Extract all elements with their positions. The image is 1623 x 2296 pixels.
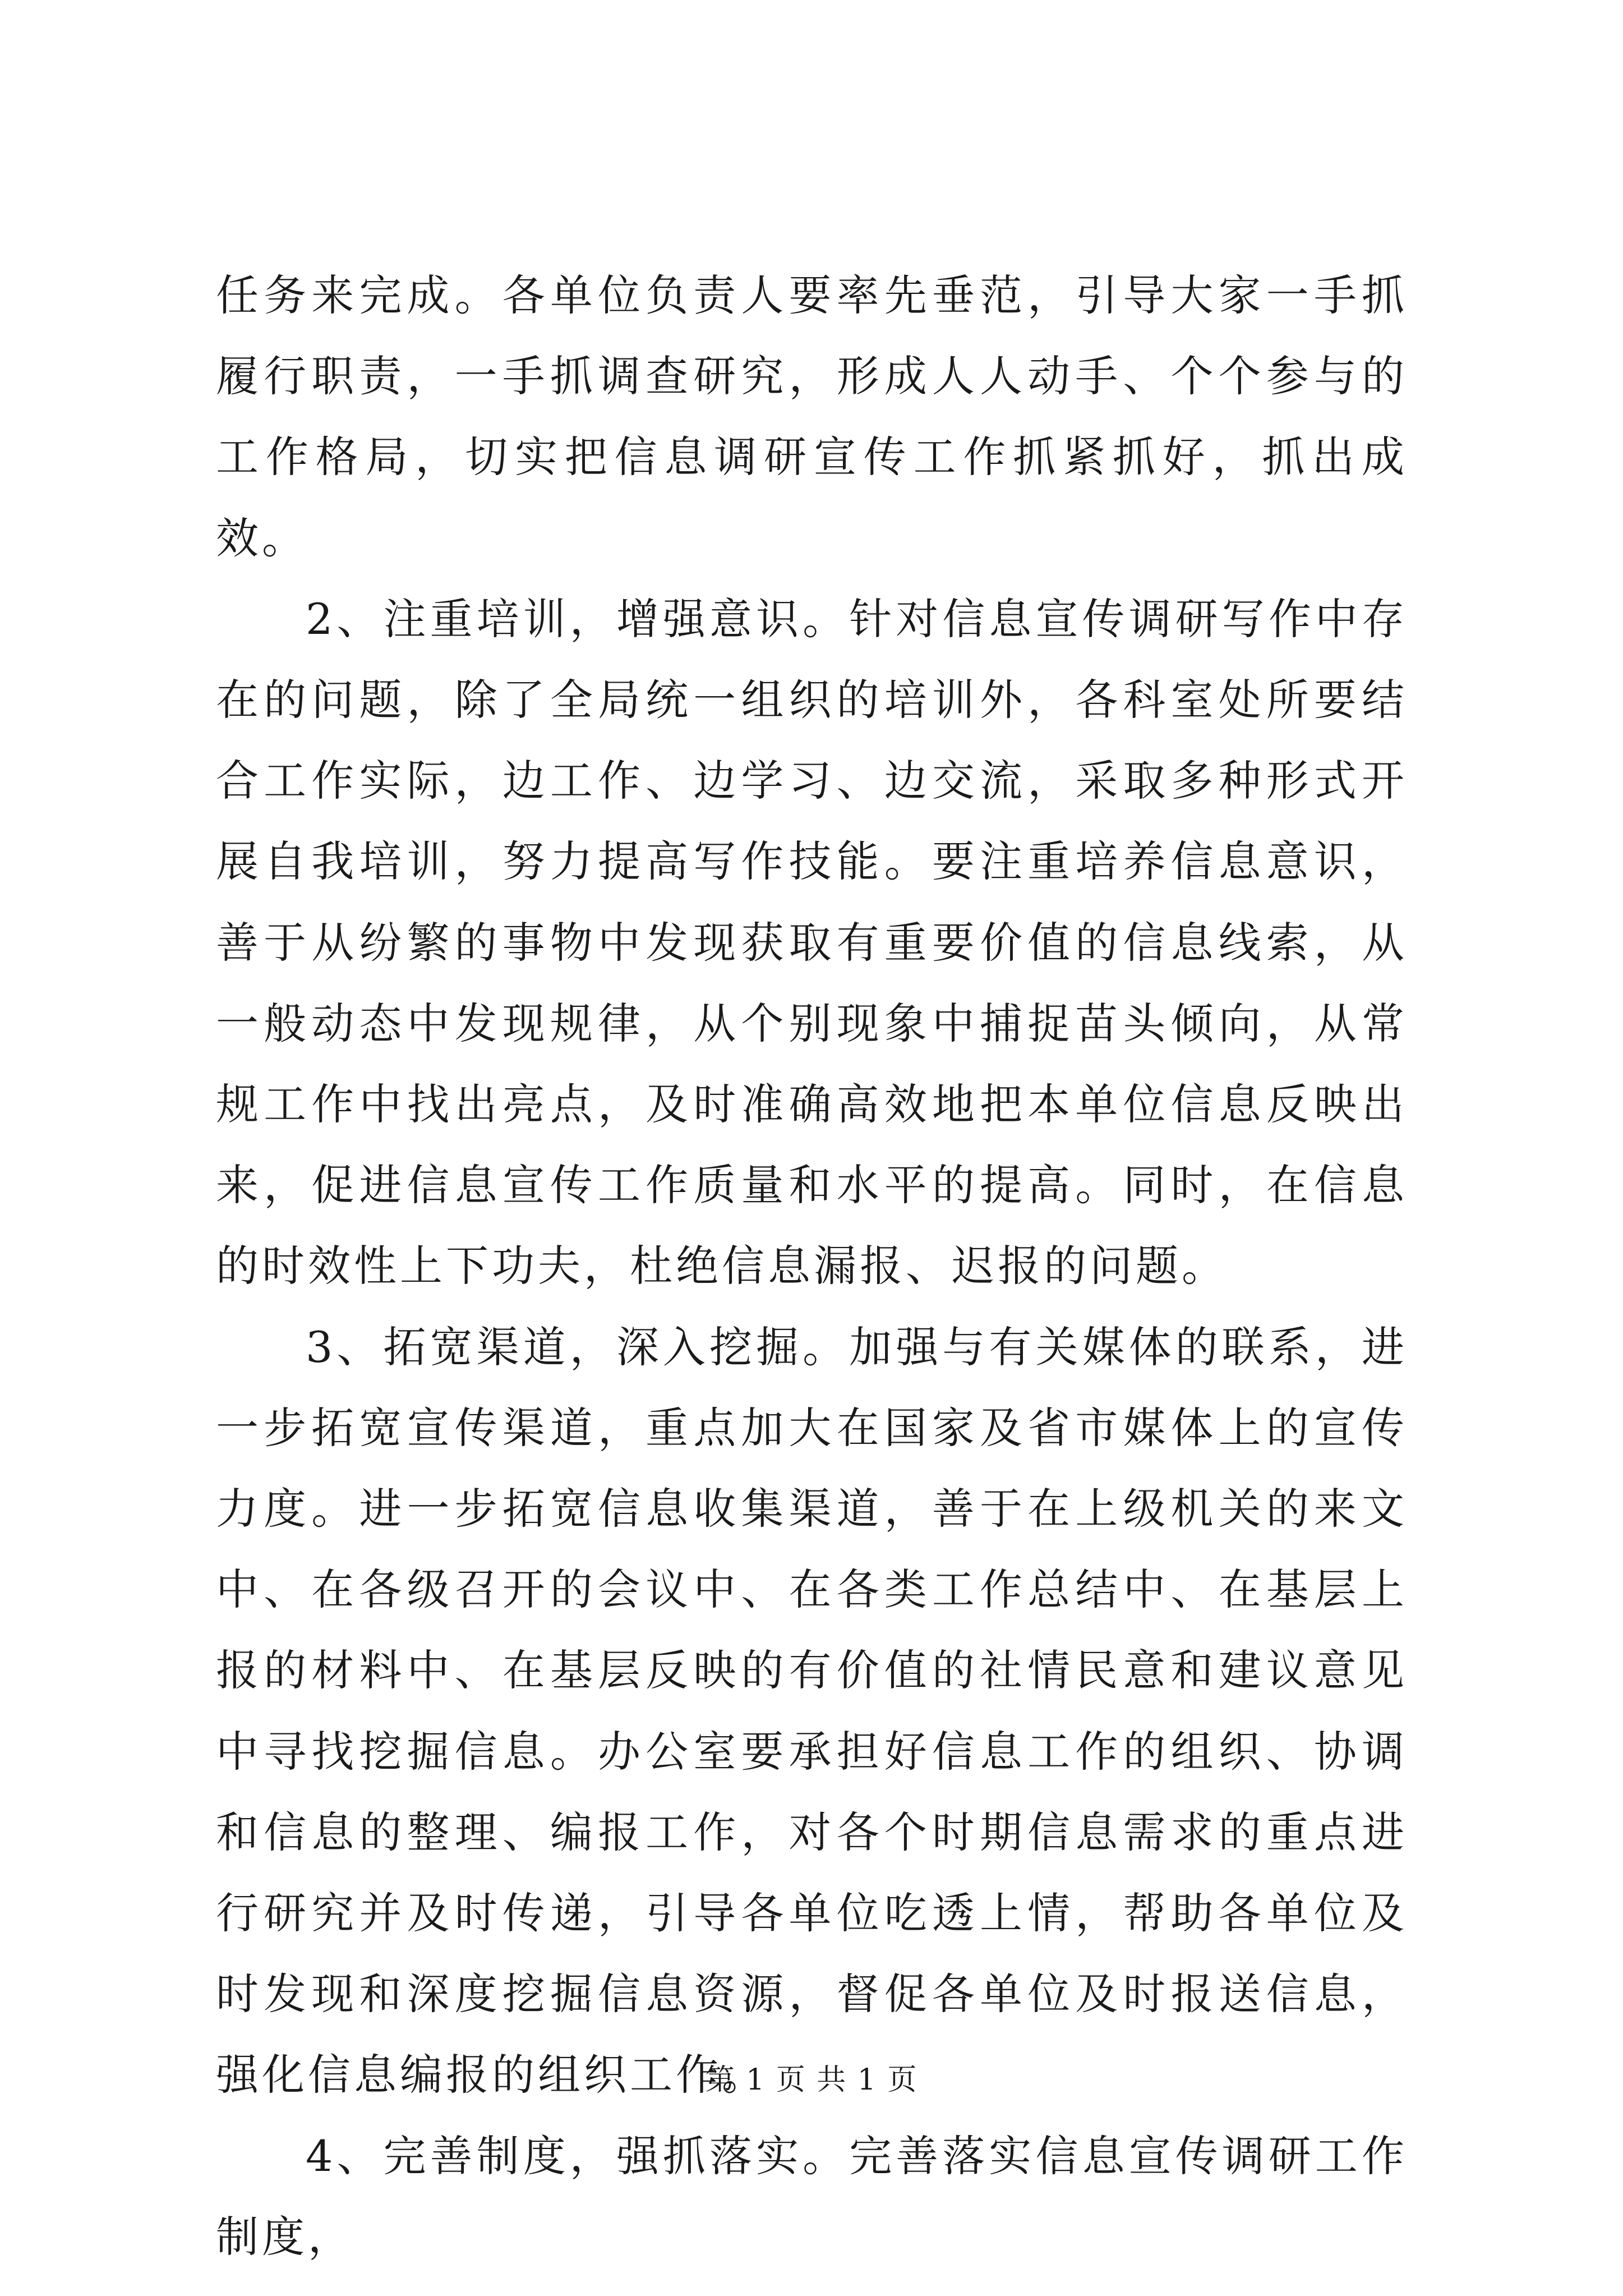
paragraph-continuation: 任务来完成。各单位负责人要率先垂范，引导大家一手抓履行职责，一手抓调查研究，形成人人动手、个个参与的工作格局，切实把信息调研宣传工作抓紧抓好，抓出成效。	[216, 270, 1408, 563]
document-body	[216, 255, 1408, 2277]
paragraph-channels: 3、拓宽渠道，深入挖掘。加强与有关媒体的联系，进一步拓宽宣传渠道，重点加大在国家及省市媒体上的宣传力度。进一步拓宽信息收集渠道，善于在上级机关的来文中、在各级召开的会议中、在各类工作总结中、在基层上报的材料中、在基层反映的有价值的社情民意和建议意见中寻找挖掘信息。办公室要承担好信息工作的组织、协调和信息的整理、编报工作，对各个时期信息需求的重点进行研究并及时传递，引导各单位吃透上情，帮助各单位及时发现和深度挖掘信息资源，督促各单位及时报送信息，强化信息编报的组织工作。	[216, 1322, 1408, 2100]
paragraph-training: 2、注重培训，增强意识。针对信息宣传调研写作中存在的问题，除了全局统一组织的培训外，各科室处所要结合工作实际，边工作、边学习、边交流，采取多种形式开展自我培训，努力提高写作技能。要注重培养信息意识，善于从纷繁的事物中发现获取有重要价值的信息线索，从一般动态中发现规律，从个别现象中捕捉苗头倾向，从常规工作中找出亮点，及时准确高效地把本单位信息反映出来，促进信息宣传工作质量和水平的提高。同时，在信息的时效性上下功夫，杜绝信息漏报、迟报的问题。	[216, 593, 1408, 1291]
page-number-footer: 第 1 页 共 1 页	[705, 2063, 918, 2097]
paragraph-system: 4、完善制度，强抓落实。完善落实信息宣传调研工作制度，	[216, 2131, 1408, 2262]
